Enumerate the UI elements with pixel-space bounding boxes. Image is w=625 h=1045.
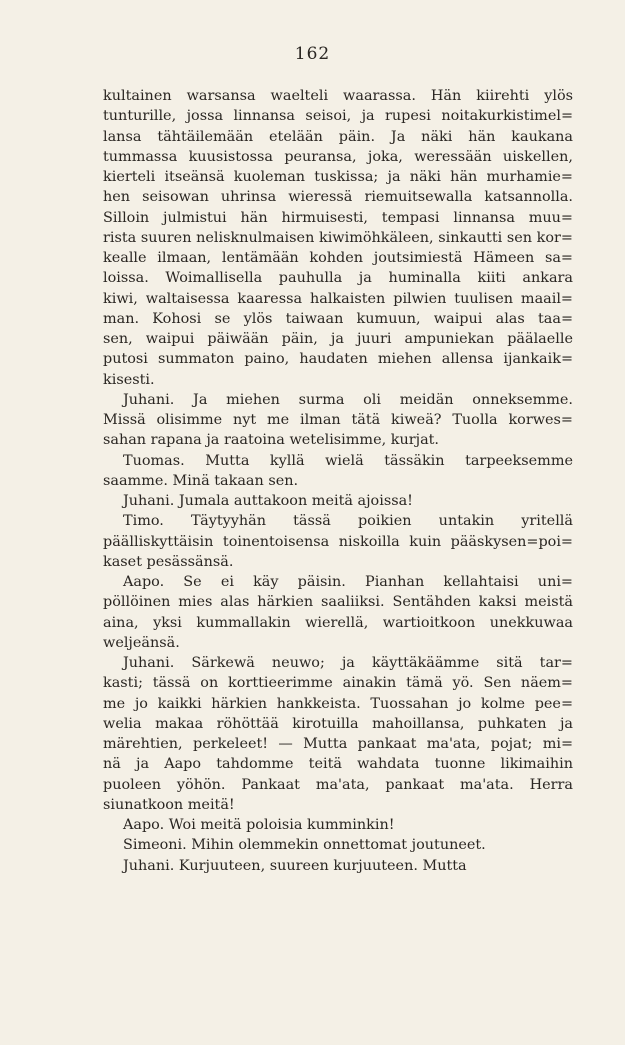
paragraph — [103, 86, 573, 390]
text-line: Juhani. Kurjuuteen, suureen kurjuuteen. Mutta — [123, 857, 467, 874]
text-line: Juhani. Särkewä neuwo; ja käyttäkäämme sitä tar= — [123, 655, 573, 671]
text-line: kiwi, waltaisessa kaaressa halkaisten pilwien tuulisen maail= — [103, 290, 573, 307]
text-line: sen, waipui päiwään päin, ja juuri ampuniekan päälaelle — [103, 331, 573, 347]
text-line: Timo. Täytyyhän tässä poikien untakin yritellä — [123, 513, 573, 530]
page-number: 162 — [294, 44, 331, 64]
paragraph — [103, 511, 573, 572]
text-line: loissa. Woimallisella pauhulla ja huminalla kiiti ankara — [103, 270, 573, 287]
paragraph — [103, 835, 573, 855]
text-line: Silloin julmistui hän hirmuisesti, tempasi linnansa muu= — [103, 209, 573, 226]
text-line: siunatkoon meitä! — [103, 796, 235, 813]
text-line: kultainen warsansa waelteli waarassa. Hän kiirehti ylös — [103, 88, 573, 104]
paragraph — [103, 491, 573, 511]
text-line: putosi summaton paino, haudaten miehen allensa ijankaik= — [103, 351, 573, 368]
text-line: saamme. Minä takaan sen. — [103, 472, 299, 489]
text-line: märehtien, perkeleet! — Mutta pankaat ma'ata, pojat; mi= — [103, 736, 573, 752]
text-line: Missä olisimme nyt me ilman tätä kiweä? Tuolla korwes= — [103, 412, 573, 428]
paragraph — [103, 390, 573, 451]
text-line: welia makaa röhöttää kirotuilla mahoillansa, puhkaten ja — [103, 715, 573, 732]
text-line: tummassa kuusistossa peuransa, joka, weressään uiskellen, — [103, 148, 573, 165]
text-line: weljeänsä. — [103, 634, 180, 651]
text-line: man. Kohosi se ylös taiwaan kumuun, waipui alas taa= — [103, 310, 573, 327]
text-line: me jo kaikki härkien hankkeista. Tuossahan jo kolme pee= — [103, 695, 573, 712]
text-line: Juhani. Ja miehen surma oli meidän onneksemme. — [123, 391, 573, 408]
text-line: rista suuren nelisknulmaisen kiwimöhkäleen, sinkautti sen kor= — [103, 229, 573, 246]
text-line: aina, yksi kummallakin wierellä, wartioitkoon unekkuwaa — [103, 614, 573, 631]
text-line: kaset pesässänsä. — [103, 553, 234, 570]
text-line: Aapo. Woi meitä poloisia kumminkin! — [123, 817, 395, 833]
body-text — [103, 86, 573, 876]
text-line: kealle ilmaan, lentämään kohden joutsimiestä Hämeen sa= — [103, 250, 573, 266]
text-line: tunturille, jossa linnansa seisoi, ja rupesi noitakurkistimel= — [103, 108, 573, 125]
paragraph — [103, 653, 573, 815]
paragraph — [103, 856, 573, 876]
text-line: pöllöinen mies alas härkien saaliiksi. Sentähden kaksi meistä — [103, 594, 573, 611]
paragraph — [103, 572, 573, 653]
text-line: kasti; tässä on korttieerimme ainakin tämä yö. Sen näem= — [103, 675, 573, 692]
text-line: päälliskyttäisin toinentoisensa niskoilla kuin pääskysen=poi= — [103, 533, 573, 550]
text-line: puoleen yöhön. Pankaat ma'ata, pankaat ma'ata. Herra — [103, 776, 573, 793]
text-line: kierteli itseänsä kuoleman tuskissa; ja näki hän murhamie= — [103, 169, 573, 185]
text-line: Juhani. Jumala auttakoon meitä ajoissa! — [123, 493, 413, 509]
text-line: lansa tähtäilemään etelään päin. Ja näki hän kaukana — [103, 128, 573, 145]
text-line: Aapo. Se ei käy päisin. Pianhan kellahtaisi uni= — [123, 574, 573, 590]
text-line: nä ja Aapo tahdomme teitä wahdata tuonne likimaihin — [103, 756, 573, 773]
paragraph — [103, 815, 573, 835]
text-line: sahan rapana ja raatoina wetelisimme, kurjat. — [103, 432, 440, 449]
text-line: kisesti. — [103, 371, 155, 388]
text-line: hen seisowan uhrinsa wieressä riemuitsewalla katsannolla. — [103, 189, 573, 206]
text-line: Tuomas. Mutta kyllä wielä tässäkin tarpeeksemme — [123, 452, 573, 469]
text-line: Simeoni. Mihin olemmekin onnettomat joutuneet. — [123, 837, 486, 854]
paragraph — [103, 451, 573, 492]
